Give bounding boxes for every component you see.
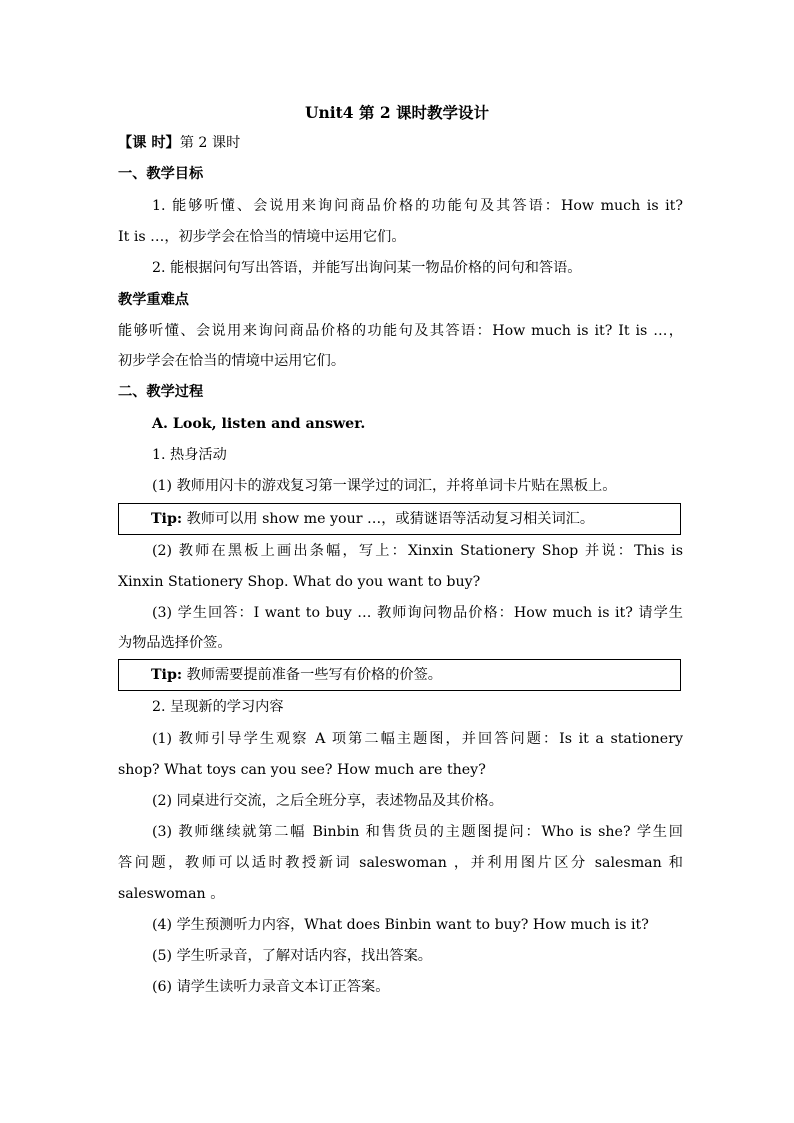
goal-1-line-1: 1. 能够听懂、会说用来询问商品价格的功能句及其答语：How much is it? <box>152 198 683 214</box>
tip-box-1 <box>118 503 681 535</box>
lesson-label: 【课 时】 <box>118 135 180 151</box>
step-1-item-1: (1) 教师用闪卡的游戏复习第一课学过的词汇，并将单词卡片贴在黑板上。 <box>152 478 617 494</box>
tip-1-label: Tip: <box>151 511 183 527</box>
step-1-item-2-line-1: (2) 教师在黑板上画出条幅，写上：Xinxin Stationery Shop 并说：This is <box>152 543 683 559</box>
tip-1-text <box>151 509 671 529</box>
goal-2: 2. 能根据问句写出答语，并能写出询问某一物品价格的问句和答语。 <box>152 260 582 276</box>
part-a-heading: A. Look, listen and answer. <box>152 416 366 432</box>
tip-1-content: 教师可以用 show me your …，或猜谜语等活动复习相关词汇。 <box>182 511 595 527</box>
step-2-heading: 2. 呈现新的学习内容 <box>152 699 284 715</box>
tip-2-label: Tip: <box>151 667 183 683</box>
tip-box-2 <box>118 659 681 691</box>
step-1-item-3-line-1: (3) 学生回答：I want to buy … 教师询问物品价格：How much is it? 请学生 <box>152 605 683 621</box>
step-2-item-3-line-3: saleswoman 。 <box>118 886 225 902</box>
section-heading-key-points: 教学重难点 <box>118 292 189 308</box>
step-2-item-3-line-1: (3) 教师继续就第二幅 Binbin 和售货员的主题图提问：Who is she? 学生回 <box>152 824 683 840</box>
step-2-item-2: (2) 同桌进行交流，之后全班分享，表述物品及其价格。 <box>152 793 503 809</box>
tip-2-content: 教师需要提前准备一些写有价格的价签。 <box>182 667 442 683</box>
key-points-line-2: 初步学会在恰当的情境中运用它们。 <box>118 353 346 369</box>
step-2-item-1-line-2: shop? What toys can you see? How much are they? <box>118 762 486 778</box>
step-2-item-4: (4) 学生预测听力内容，What does Binbin want to buy? How much is it? <box>152 917 649 933</box>
section-heading-goals: 一、教学目标 <box>118 166 204 182</box>
section-heading-process: 二、教学过程 <box>118 384 204 400</box>
step-1-heading: 1. 热身活动 <box>152 447 227 463</box>
tip-2-text <box>151 665 671 685</box>
page-title: Unit4 第 2 课时教学设计 <box>304 103 490 122</box>
step-2-item-1-line-1: (1) 教师引导学生观察 A 项第二幅主题图，并回答问题：Is it a stationery <box>152 731 683 747</box>
step-2-item-6: (6) 请学生读听力录音文本订正答案。 <box>152 979 390 995</box>
lesson-row <box>118 133 683 153</box>
lesson-value: 第 2 课时 <box>179 135 241 151</box>
step-2-item-3-line-2: 答问题，教师可以适时教授新词 saleswoman ，并利用图片区分 salesman 和 <box>118 855 683 871</box>
step-1-item-3-line-2: 为物品选择价签。 <box>118 635 232 651</box>
goal-1-line-2: It is …，初步学会在恰当的情境中运用它们。 <box>118 229 406 245</box>
step-1-item-2-line-2: Xinxin Stationery Shop. What do you want to buy? <box>118 574 481 590</box>
key-points-line-1: 能够听懂、会说用来询问商品价格的功能句及其答语：How much is it? It is …， <box>118 323 683 339</box>
step-2-item-5: (5) 学生听录音，了解对话内容，找出答案。 <box>152 948 432 964</box>
